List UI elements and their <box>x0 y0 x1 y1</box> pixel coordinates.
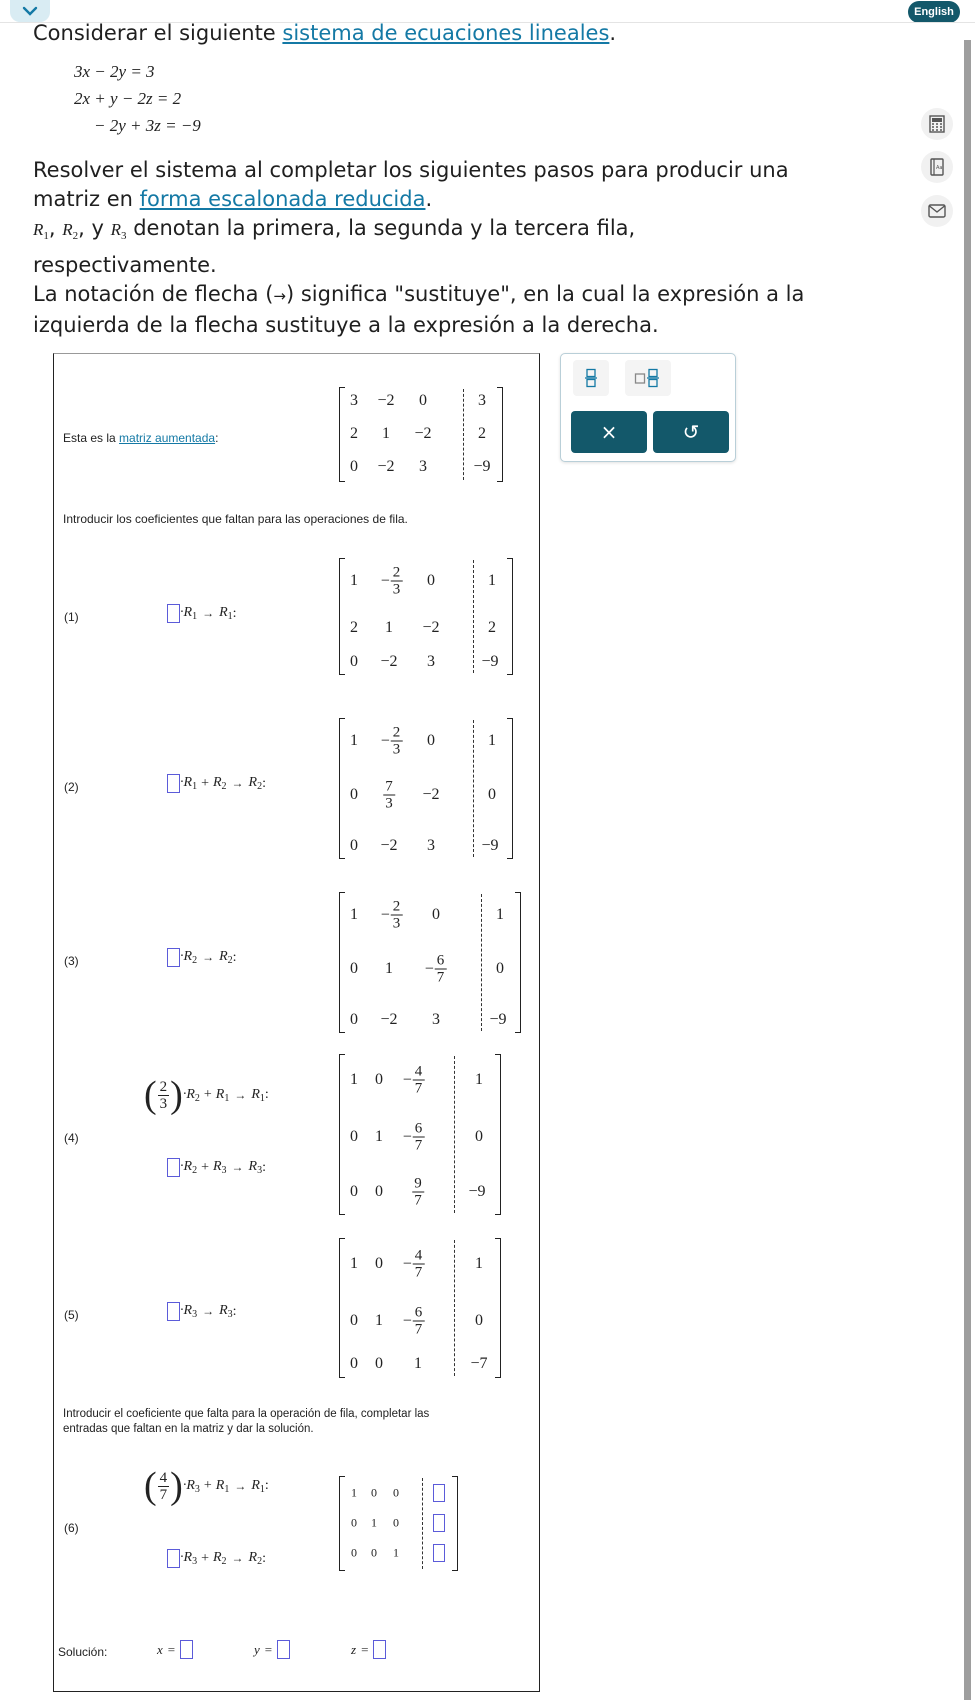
clear-button[interactable]: × <box>571 411 647 453</box>
step-6-coefficient-input[interactable] <box>167 1549 180 1568</box>
linear-system-link[interactable]: sistema de ecuaciones lineales <box>282 21 610 45</box>
step-4-operation-a: ( $\frac{2}{3}$ ) $\cdot R_2$ + $R_1$ → $R_1$ : <box>144 1074 269 1116</box>
equation-1: 3x − 2y = 3 <box>74 62 155 81</box>
solution-x: x = <box>157 1640 193 1659</box>
step-5-coefficient-input[interactable] <box>167 1302 180 1321</box>
message-button[interactable] <box>921 195 953 227</box>
solution-y-input[interactable] <box>277 1640 290 1659</box>
step-2-operation: $\cdot R_1$ + $R_2$ → $R_2$ : <box>167 774 266 793</box>
step-5-matrix: 1 0 − $\frac{4}{7}$ 1 0 1 − $\frac{6}{7}$ 0 0 0 1 −7 <box>339 1238 501 1378</box>
mixed-number-icon <box>634 368 662 388</box>
matrix-entry-input-2[interactable] <box>433 1514 445 1532</box>
fraction-icon <box>583 368 599 388</box>
step-2-matrix: 1 − $\frac{2}{3}$ 0 1 0 $\frac{7}{3}$ −2 0 0 −2 3 −9 <box>339 718 513 859</box>
matrix-entry-input-3[interactable] <box>433 1544 445 1562</box>
step-4-number: (4) <box>64 1131 79 1145</box>
step-1-matrix: 1 − $\frac{2}{3}$ 0 1 2 1 −2 2 0 −2 3 −9 <box>339 558 513 675</box>
solution-z-input[interactable] <box>373 1640 386 1659</box>
mail-icon <box>928 204 946 218</box>
step-2-coefficient-input[interactable] <box>167 774 180 793</box>
augmented-label: Esta es la matriz aumentada: <box>63 431 219 445</box>
solution-label: Solución: <box>58 1645 108 1659</box>
step-3-matrix: 1 − $\frac{2}{3}$ 0 1 0 1 − $\frac{6}{7}$ 0 0 −2 3 −9 <box>339 892 521 1033</box>
step-2-number: (2) <box>64 780 79 794</box>
step-4-coefficient-input[interactable] <box>167 1158 180 1177</box>
solution-z: z = <box>351 1640 386 1659</box>
step-6-matrix: 1 0 0 0 1 0 0 0 1 <box>339 1476 458 1571</box>
step-3-coefficient-input[interactable] <box>167 948 180 967</box>
reduced-echelon-link[interactable]: forma escalonada reducida <box>139 187 426 211</box>
solution-y: y = <box>254 1640 290 1659</box>
mixed-number-button[interactable] <box>625 360 671 396</box>
undo-button[interactable]: ↺ <box>653 411 729 453</box>
step-6-operation-b: $\cdot R_3$ + $R_2$ → $R_2$ : <box>167 1549 266 1568</box>
scrollbar[interactable] <box>964 40 971 1700</box>
step-1-coefficient-input[interactable] <box>167 604 180 623</box>
step-5-operation: $\cdot R_3$ → $R_3$ : <box>167 1302 237 1321</box>
augmented-matrix: 3 −2 0 3 2 1 −2 2 0 −2 3 −9 <box>339 387 503 482</box>
solution-x-input[interactable] <box>180 1640 193 1659</box>
work-panel <box>53 353 540 1692</box>
textbook-icon <box>929 158 945 176</box>
math-keypad <box>560 353 736 462</box>
chevron-down-icon <box>22 6 38 16</box>
svg-text:Aa: Aa <box>936 165 943 171</box>
calculator-button[interactable] <box>921 108 953 140</box>
step-5-number: (5) <box>64 1308 79 1322</box>
step-3-number: (3) <box>64 954 79 968</box>
step-1-operation: $\cdot R_1$ → $R_1$ : <box>167 604 237 623</box>
step-4-operation-b: $\cdot R_2$ + $R_3$ → $R_3$ : <box>167 1158 266 1177</box>
instruction-coefficients: Introducir los coeficientes que faltan para las operaciones de fila. <box>63 512 408 526</box>
step-6-operation-a: ( $\frac{4}{7}$ ) $\cdot R_3$ + $R_1$ → $R_1$ : <box>144 1465 269 1507</box>
step-3-operation: $\cdot R_2$ → $R_2$ : <box>167 948 237 967</box>
instructions-paragraph: Resolver el sistema al completar los siguientes pasos para producir una matriz en forma escalonada reducida. $R_1$, $R_2$, y $R_3$ denotan la primera, la segunda y la tercera fila, respectivamente. La notación de flecha (→) significa "sustituye", en la cual la expresión a la izquierda de la flecha sustituye a la expresión a la derecha. <box>33 158 805 337</box>
equation-3: − 2y + 3z = −9 <box>94 116 201 135</box>
intro-text: Considerar el siguiente sistema de ecuaciones lineales. <box>33 21 617 45</box>
augmented-matrix-link[interactable]: matriz aumentada <box>119 431 216 445</box>
fraction-button[interactable] <box>573 360 609 396</box>
equation-2: 2x + y − 2z = 2 <box>74 89 182 108</box>
step-6-number: (6) <box>64 1521 79 1535</box>
language-button[interactable]: English <box>908 1 960 23</box>
matrix-entry-input-1[interactable] <box>433 1484 445 1502</box>
step-1-number: (1) <box>64 610 79 624</box>
textbook-button[interactable] <box>921 151 953 183</box>
step-4-matrix: 1 0 − $\frac{4}{7}$ 1 0 1 − $\frac{6}{7}$ 0 0 0 $\frac{9}{7}$ −9 <box>339 1054 501 1215</box>
calculator-icon <box>929 115 945 133</box>
instruction-final: Introducir el coeficiente que falta para la operación de fila, completar las entradas que faltan en la matriz y dar la solución. <box>63 1408 430 1435</box>
